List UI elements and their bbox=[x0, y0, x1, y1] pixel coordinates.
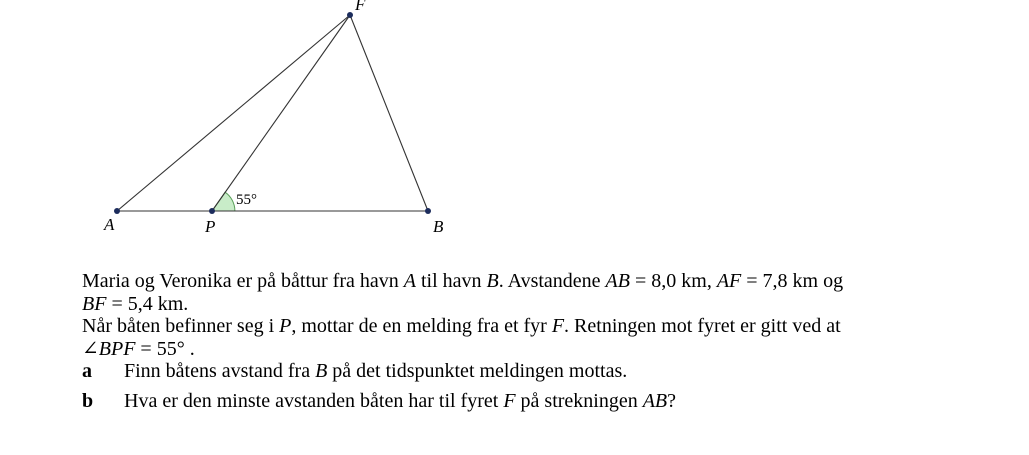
paragraph-distances bbox=[82, 270, 982, 315]
segment-AF bbox=[117, 15, 350, 211]
label-P: P bbox=[205, 217, 216, 236]
p1-text-5: = 7,8 km og bbox=[741, 270, 844, 292]
p1-AB: AB bbox=[605, 270, 630, 292]
task-a-text-2: på det tidspunktet meldingen mottas. bbox=[327, 360, 628, 382]
task-a-text bbox=[124, 360, 627, 383]
p1-A: A bbox=[403, 270, 416, 292]
point-B bbox=[425, 208, 431, 214]
p2-BPF: BPF bbox=[98, 337, 136, 360]
problem-text bbox=[82, 270, 982, 412]
label-B: B bbox=[433, 217, 444, 236]
paragraph-message bbox=[82, 315, 982, 360]
p2-text-4: = 55° . bbox=[135, 337, 195, 360]
p2-text-1: Når båten befinner seg i bbox=[82, 315, 280, 337]
p1-BF: BF bbox=[82, 292, 107, 315]
task-b-text-3: ? bbox=[667, 389, 677, 412]
task-b-text-2: på strekningen bbox=[515, 389, 643, 412]
task-a-letter: a bbox=[82, 360, 92, 382]
task-b bbox=[82, 390, 982, 413]
task-b-text bbox=[124, 390, 676, 413]
label-A: A bbox=[104, 215, 115, 234]
p2-P: P bbox=[279, 315, 292, 337]
p2-text-2: , mottar de en melding fra et fyr bbox=[291, 315, 552, 337]
p1-text-4: = 8,0 km, bbox=[629, 270, 717, 292]
p1-text-2: til havn bbox=[415, 270, 487, 292]
point-A bbox=[114, 208, 120, 214]
p1-text-3: . Avstandene bbox=[498, 270, 606, 292]
p2-F: F bbox=[551, 315, 565, 337]
task-a-text-1: Finn båtens avstand fra bbox=[124, 360, 316, 382]
point-F bbox=[347, 12, 353, 18]
segment-BF bbox=[350, 15, 428, 211]
task-b-letter: b bbox=[82, 389, 94, 412]
p1-B: B bbox=[486, 270, 499, 292]
p2-text-3: . Retningen mot fyret er gitt ved at bbox=[564, 315, 841, 337]
p1-AF: AF bbox=[716, 270, 742, 292]
angle-label: 55° bbox=[236, 192, 257, 208]
angle-symbol: ∠ bbox=[82, 337, 99, 360]
label-F: F bbox=[355, 0, 366, 14]
task-a bbox=[82, 360, 982, 383]
p1-text-1: Maria og Veronika er på båttur fra havn bbox=[82, 270, 404, 292]
task-a-B: B bbox=[315, 360, 328, 382]
task-b-AB: AB bbox=[642, 389, 668, 412]
task-b-F: F bbox=[503, 389, 516, 412]
point-P bbox=[209, 208, 215, 214]
task-b-text-1: Hva er den minste avstanden båten har til fyret bbox=[124, 389, 504, 412]
p1-text-6: = 5,4 km. bbox=[106, 292, 189, 315]
